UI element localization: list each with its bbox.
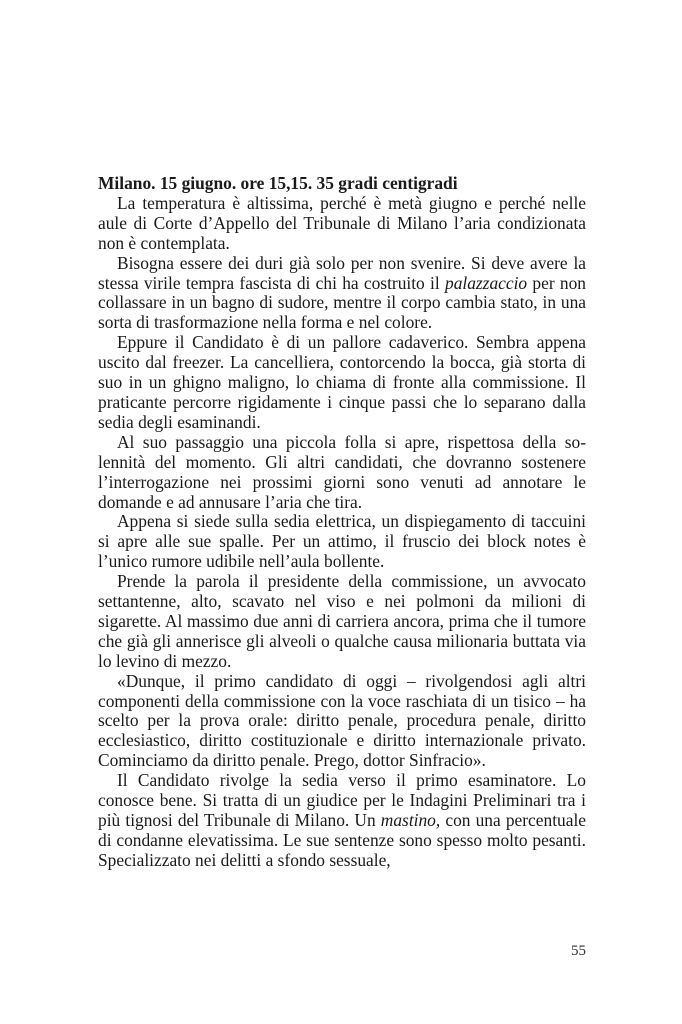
paragraph <box>98 572 586 672</box>
paragraph-text: Bisogna essere dei duri già solo per non svenire. Si deve avere la stessa virile tempra fascista di chi ha costruito il <box>98 252 586 293</box>
paragraph-text: «Dunque, il primo candidato di oggi – rivolgendosi agli altri componenti della commissione con la voce raschiata di un tisico – ha scelto per la prova orale: diritto penale, procedura penale, diritto ecclesiastico, diritto costituzionale e diritto internazionale privato. Cominciamo da diritto penale. Prego, dottor Sinfracio». <box>98 670 586 771</box>
body-text <box>98 174 586 871</box>
paragraph <box>98 512 586 572</box>
paragraph-text: Prende la parola il presidente della commissione, un avvocato settantenne, alto, scavato nel viso e nei polmoni da milioni di sigarette. Al massimo due anni di carriera ancora, prima che il tumore che già gli annerisce gli alveoli o qualche causa milionaria buttata via lo levino di mezzo. <box>98 571 586 671</box>
page-number: 55 <box>571 943 586 959</box>
paragraph-text: Il Candidato rivolge la sedia verso il primo esaminatore. Lo conosce bene. Si tratta di un giudice per le Indagini Preliminari tra i più tignosi del Tribunale di Milano. Un <box>98 770 586 830</box>
paragraph <box>98 672 586 772</box>
paragraph <box>98 771 586 871</box>
paragraph <box>98 333 586 433</box>
paragraph-text: per non collassare in un bagno di sudore, mentre il corpo cambia stato, in una sorta di trasformazione nella forma e nel colore. <box>98 272 586 333</box>
italic-term: mastino, <box>380 810 441 830</box>
paragraph <box>98 433 586 513</box>
paragraph <box>98 194 586 254</box>
paragraph-text: Eppure il Candidato è di un pallore cadaverico. Sembra appena uscito dal freezer. La cancelliera, contorcendo la bocca, già storta di suo in un ghigno maligno, lo chiama di fronte alla commissione. Il praticante percorre rigidamente i cinque passi che lo separano dalla sedia degli esaminandi. <box>98 332 586 432</box>
paragraph-text: Appena si siede sulla sedia elettrica, un dispiegamento di taccuini si apre alle sue spalle. Per un attimo, il fruscio dei block notes è l’unico rumore udibile nell’aula bollente. <box>98 511 586 572</box>
italic-term: palazzaccio <box>445 272 528 293</box>
paragraph-text: con una percentuale di condanne elevatissima. Le sue sentenze sono spesso molto pesanti. Specializzato nei delitti a sfondo sessuale, <box>98 810 586 870</box>
section-heading: Milano. 15 giugno. ore 15,15. 35 gradi centigradi <box>98 173 458 193</box>
paragraph-text: La temperatura è altissima, perché è metà giugno e perché nelle aule di Corte d’Appello del Tribunale di Milano l’aria condizionata non è contemplata. <box>98 192 586 253</box>
paragraph-text: Al suo passaggio una piccola folla si apre, rispettosa della solennità del momento. Gli altri candidati, che dovranno sostenere l’interrogazione nei prossimi giorni sono venuti ad annotare le domande e ad annusare l’aria che tira. <box>98 431 586 512</box>
paragraph <box>98 254 586 334</box>
